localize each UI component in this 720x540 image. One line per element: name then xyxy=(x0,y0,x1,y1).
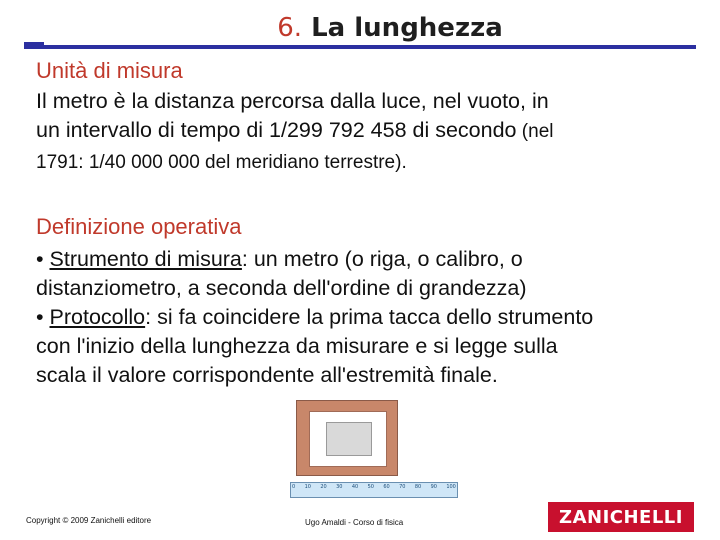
bullet-protocol xyxy=(36,303,696,332)
ruler-tick-label: 10 xyxy=(304,484,311,490)
instrument-line-2: distanziometro, a seconda dell'ordine di grandezza) xyxy=(36,276,527,300)
units-line-1: Il metro è la distanza percorsa dalla luce, nel vuoto, in xyxy=(36,89,549,113)
section-heading-units: Unità di misura xyxy=(36,58,183,83)
picture-frame xyxy=(296,400,398,476)
instrument-rest: : un metro (o riga, o calibro, o xyxy=(241,247,523,271)
protocol-rest: : si fa coincidere la prima tacca dello strumento xyxy=(145,305,594,329)
ruler-tick-label: 50 xyxy=(367,484,374,490)
title-number: 6. xyxy=(277,13,303,43)
units-line-2-main: un intervallo di tempo di 1/299 792 458 di secondo xyxy=(36,118,517,142)
protocol-line-2: con l'inizio della lunghezza da misurare e si legge sulla xyxy=(36,334,558,358)
bullet-mark: • xyxy=(36,305,44,329)
ruler-tick-label: 70 xyxy=(399,484,406,490)
ruler-tick-label: 20 xyxy=(320,484,327,490)
protocol-line-3: scala il valore corrispondente all'estremità finale. xyxy=(36,363,498,387)
units-line-2 xyxy=(36,116,696,146)
bullet-instrument xyxy=(36,245,696,274)
bullet-mark: • xyxy=(36,247,44,271)
zanichelli-logo: ZANICHELLI xyxy=(548,502,694,532)
title-underline xyxy=(24,45,696,49)
frame-mat xyxy=(309,411,387,467)
footer-course: Ugo Amaldi - Corso di fisica xyxy=(305,518,404,527)
title-text: La lunghezza xyxy=(311,13,503,43)
units-paragraph xyxy=(36,87,696,180)
section-heading-operative: Definizione operativa xyxy=(36,214,242,239)
ruler-tick-label: 80 xyxy=(414,484,422,490)
units-line-3: 1791: 1/40 000 000 del meridiano terrestre). xyxy=(36,152,407,173)
term-instrument: Strumento di misura xyxy=(49,247,242,271)
ruler-tick-label: 0 xyxy=(292,484,296,490)
ruler-tick-label: 30 xyxy=(336,484,343,490)
ruler-tick-label: 90 xyxy=(430,484,437,490)
frame-picture xyxy=(326,422,372,456)
ruler-frame-illustration xyxy=(290,396,458,500)
footer-copyright: Copyright © 2009 Zanichelli editore xyxy=(26,516,152,525)
operative-paragraph xyxy=(36,245,696,390)
term-protocol: Protocollo xyxy=(49,305,146,329)
ruler-tick-label: 40 xyxy=(351,484,359,490)
ruler-scale xyxy=(292,484,456,490)
ruler-tick-label: 100 xyxy=(446,484,456,490)
ruler-tick-label: 60 xyxy=(383,484,390,490)
title-underline-tick xyxy=(24,42,44,46)
units-line-2-small: (nel xyxy=(516,121,554,142)
slide-title xyxy=(0,13,720,43)
